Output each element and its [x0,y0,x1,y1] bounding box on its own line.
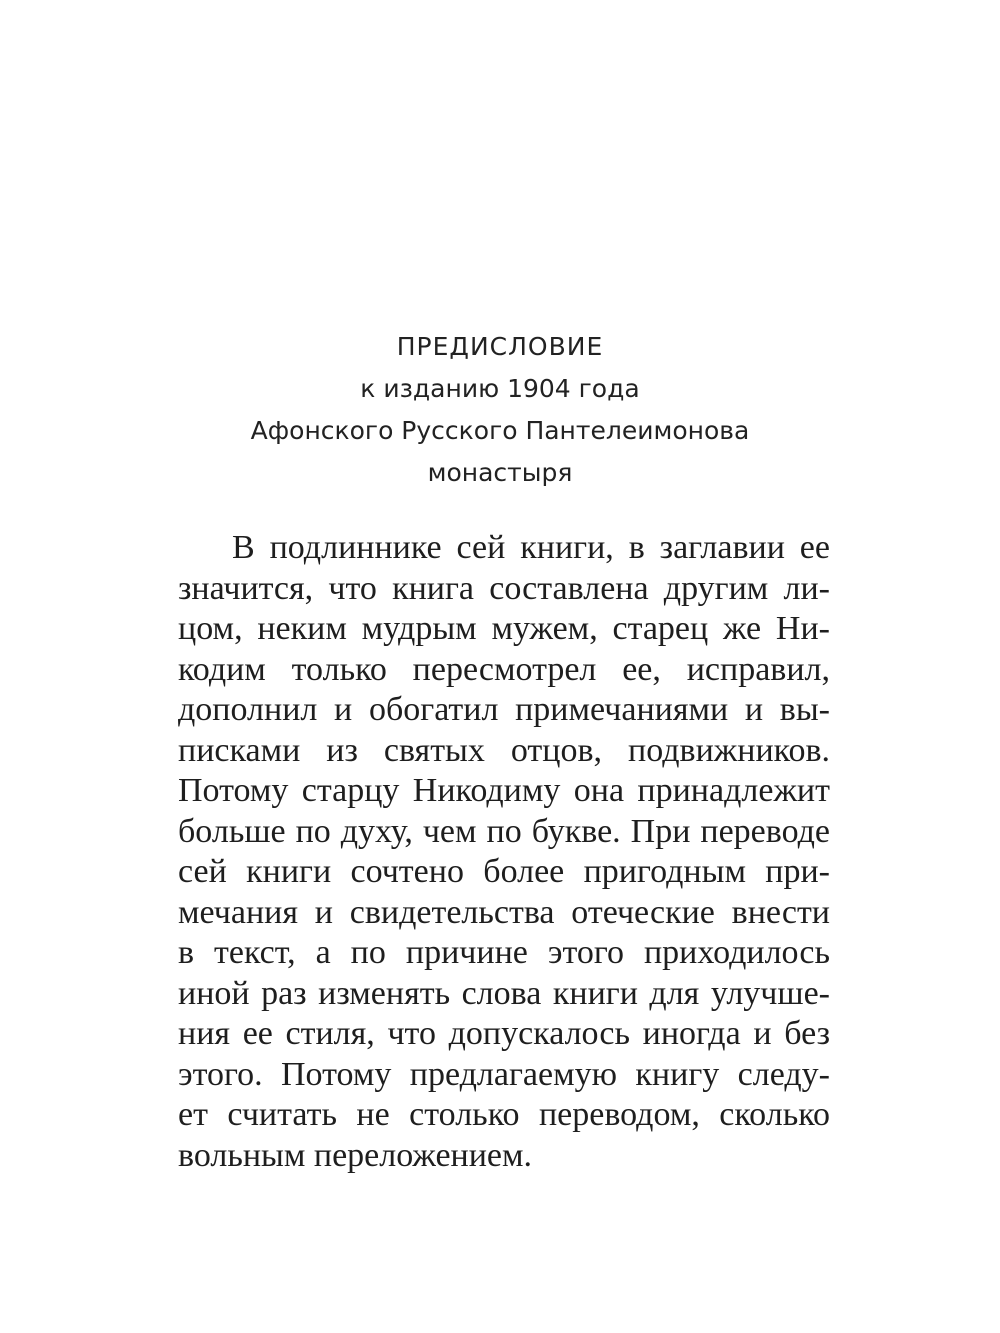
paragraph-line: ния ее стиля, что допускалось иногда и без [178,1015,830,1052]
paragraph-line: сей книги сочтено более пригодным при- [178,853,830,890]
paragraph-line: вольным переложением. [178,1136,533,1174]
heading-subtitle-monastery: Афонского Русского Пантелеимонова [250,416,750,445]
paragraph-line: этого. Потому предлагаемую книгу следу- [178,1055,830,1093]
paragraph-line: дополнил и обогатил примечаниями и вы- [178,691,830,728]
paragraph-line: значится, что книга составлена другим ли- [178,569,830,607]
paragraph-line: иной раз изменять слова книги для улучше- [178,974,830,1012]
preface-heading [0,326,1000,494]
preface-paragraph [178,528,830,1176]
paragraph-line: в текст, а по причине этого приходилось [178,934,830,971]
paragraph-line: мечания и свидетельства отеческие внести [178,893,830,931]
paragraph-line: писками из святых отцов, подвижников. [178,731,830,769]
heading-title: ПРЕДИСЛОВИЕ [396,332,604,361]
paragraph-line: Потому старцу Никодиму она принадлежит [178,772,830,809]
paragraph-line: ет считать не столько переводом, сколько [178,1096,830,1133]
heading-subtitle-edition: к изданию 1904 года [360,374,640,403]
heading-subtitle-monastery-cont: монастыря [427,458,573,487]
paragraph-line: кодим только пересмотрел ее, исправил, [178,650,830,688]
paragraph-line: В подлиннике сей книги, в заглавии ее [232,529,830,566]
paragraph-line: цом, неким мудрым мужем, старец же Ни- [178,610,830,647]
paragraph-line: больше по духу, чем по букве. При переводе [178,812,830,850]
